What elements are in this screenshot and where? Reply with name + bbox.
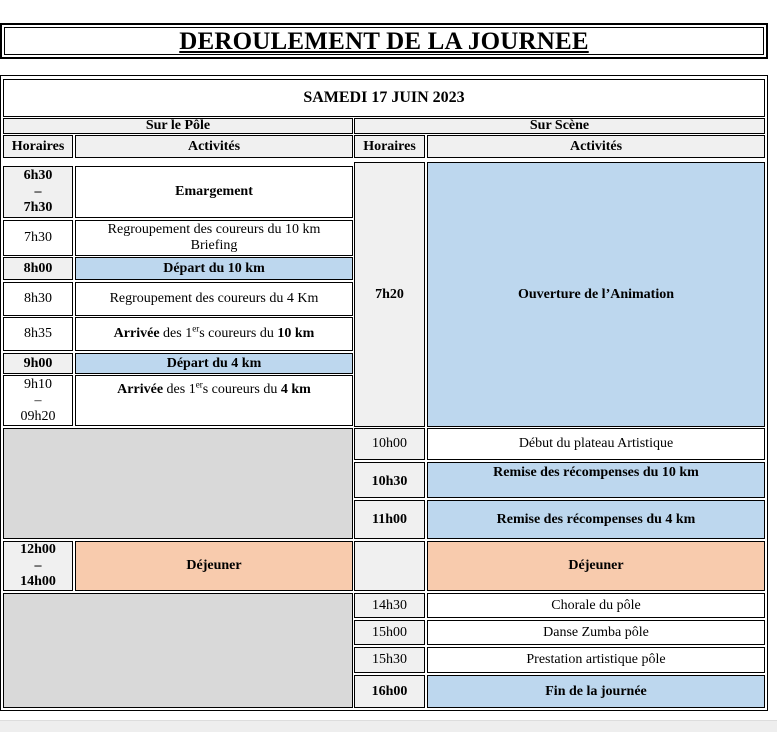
pole-activity-cell: Départ du 10 km bbox=[75, 257, 353, 280]
scene-activity-cell: Fin de la journée bbox=[427, 675, 765, 708]
scene-activity-cell: Ouverture de l’Animation bbox=[427, 162, 765, 427]
scene-time-cell: 7h20 bbox=[354, 162, 425, 427]
scene-time-column-header: Horaires bbox=[354, 135, 425, 158]
title-box bbox=[0, 23, 768, 59]
scene-time-cell: 10h30 bbox=[354, 462, 425, 498]
pole-activity-cell: Emargement bbox=[75, 166, 353, 218]
bottom-scroll-bar bbox=[0, 720, 777, 732]
page-title: DEROULEMENT DE LA JOURNEE bbox=[179, 28, 589, 55]
schedule-table bbox=[0, 75, 768, 711]
date-header: SAMEDI 17 JUIN 2023 bbox=[3, 79, 765, 117]
pole-activity-cell: Regroupement des coureurs du 4 Km bbox=[75, 282, 353, 316]
pole-time-cell: 8h30 bbox=[3, 282, 73, 316]
pole-empty-block bbox=[3, 593, 353, 708]
pole-time-cell: 7h30 bbox=[3, 220, 73, 256]
scene-time-cell: 15h00 bbox=[354, 620, 425, 645]
scene-activity-column-header: Activités bbox=[427, 135, 765, 158]
pole-section-header: Sur le Pôle bbox=[3, 118, 353, 134]
scene-activity-cell: Prestation artistique pôle bbox=[427, 647, 765, 673]
scene-activity-cell: Déjeuner bbox=[427, 541, 765, 591]
pole-time-cell: 9h10 – 09h20 bbox=[3, 375, 73, 426]
pole-activity-cell: Regroupement des coureurs du 10 km Briefing bbox=[75, 220, 353, 256]
scene-time-cell: 15h30 bbox=[354, 647, 425, 673]
scene-activity-cell: Danse Zumba pôle bbox=[427, 620, 765, 645]
pole-empty-block bbox=[3, 428, 353, 539]
scene-activity-cell: Début du plateau Artistique bbox=[427, 428, 765, 460]
scene-activity-cell: Remise des récompenses du 4 km bbox=[427, 500, 765, 539]
scene-time-cell: 14h30 bbox=[354, 593, 425, 618]
scene-time-cell: 16h00 bbox=[354, 675, 425, 708]
scene-time-cell bbox=[354, 541, 425, 591]
pole-activity-column-header: Activités bbox=[75, 135, 353, 158]
pole-time-column-header: Horaires bbox=[3, 135, 73, 158]
scene-activity-cell: Remise des récompenses du 10 km bbox=[427, 462, 765, 498]
scene-activity-cell: Chorale du pôle bbox=[427, 593, 765, 618]
pole-activity-cell: Arrivée des 1ers coureurs du 4 km bbox=[75, 375, 353, 426]
pole-time-cell: 9h00 bbox=[3, 353, 73, 374]
pole-time-cell: 12h00 – 14h00 bbox=[3, 541, 73, 591]
scene-section-header: Sur Scène bbox=[354, 118, 765, 134]
pole-time-cell: 6h30 – 7h30 bbox=[3, 166, 73, 218]
pole-time-cell: 8h00 bbox=[3, 257, 73, 280]
pole-activity-cell: Arrivée des 1ers coureurs du 10 km bbox=[75, 317, 353, 351]
pole-activity-cell: Départ du 4 km bbox=[75, 353, 353, 374]
pole-activity-cell: Déjeuner bbox=[75, 541, 353, 591]
pole-time-cell: 8h35 bbox=[3, 317, 73, 351]
scene-time-cell: 10h00 bbox=[354, 428, 425, 460]
scene-time-cell: 11h00 bbox=[354, 500, 425, 539]
